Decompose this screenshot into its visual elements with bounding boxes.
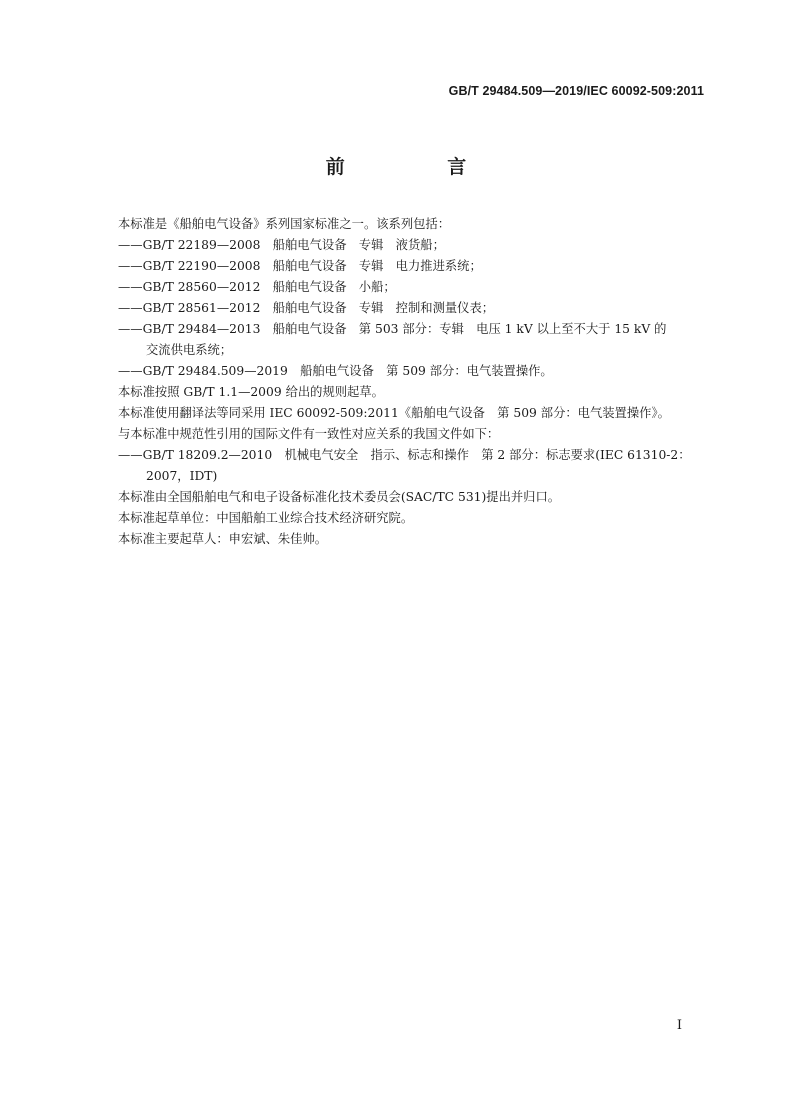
foreword-body [118, 214, 706, 550]
proposer-paragraph: 本标准由全国船舶电气和电子设备标准化技术委员会(SAC/TC 531)提出并归口。 [118, 490, 561, 504]
page-title: 前 言 [325, 156, 515, 178]
reference-item-18209-continued: 2007，IDT) [146, 469, 218, 483]
drafting-unit-paragraph: 本标准起草单位：中国船舶工业综合技术经济研究院。 [118, 511, 414, 525]
normative-references-intro: 与本标准中规范性引用的国际文件有一致性对应关系的我国文件如下： [118, 427, 500, 441]
drafters-paragraph: 本标准主要起草人：申宏斌、朱佳帅。 [118, 532, 328, 546]
series-item-29484-continued: 交流供电系统； [146, 343, 233, 357]
page-number: I [676, 1018, 682, 1033]
intro-paragraph: 本标准是《船舶电气设备》系列国家标准之一。该系列包括： [118, 217, 451, 231]
reference-item-18209: ——GB/T 18209.2—2010 机械电气安全 指示、标志和操作 第 2 部分：标志要求(IEC 61310-2： [118, 448, 691, 462]
series-item-29484: ——GB/T 29484—2013 船舶电气设备 第 503 部分：专辑 电压 1 kV 以上至不大于 15 kV 的 [118, 322, 667, 336]
series-item-28561: ——GB/T 28561—2012 船舶电气设备 专辑 控制和测量仪表； [118, 301, 495, 315]
standard-code-header: GB/T 29484.509—2019/IEC 60092-509:2011 [448, 84, 704, 98]
series-item-22189: ——GB/T 22189—2008 船舶电气设备 专辑 液货船； [118, 238, 445, 252]
adoption-paragraph: 本标准使用翻译法等同采用 IEC 60092-509:2011《船舶电气设备 第 509 部分：电气装置操作》。 [118, 406, 670, 420]
drafting-rules-paragraph: 本标准按照 GB/T 1.1—2009 给出的规则起草。 [118, 385, 384, 399]
series-item-28560: ——GB/T 28560—2012 船舶电气设备 小船； [118, 280, 396, 294]
series-item-22190: ——GB/T 22190—2008 船舶电气设备 专辑 电力推进系统； [118, 259, 482, 273]
series-item-29484-509: ——GB/T 29484.509—2019 船舶电气设备 第 509 部分：电气装置操作。 [118, 364, 553, 378]
